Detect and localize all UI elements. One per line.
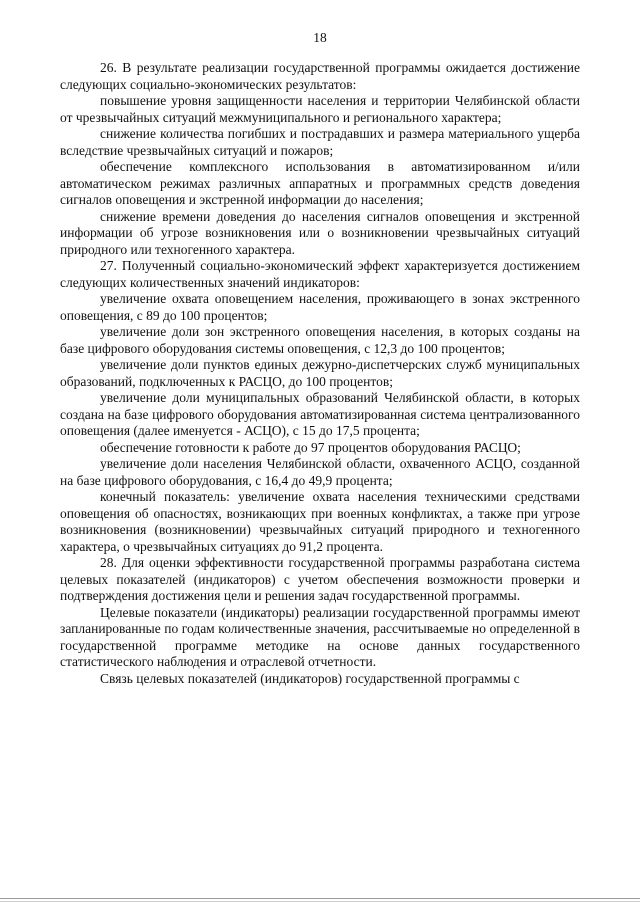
scan-edge-line [0,898,640,899]
page-number: 18 [313,30,327,45]
document-body [60,60,580,687]
list-item-readiness: обеспечение готовности к работе до 97 процентов оборудования РАСЦО; [100,439,521,455]
scan-edge-line-secondary [0,901,640,902]
paragraph-target-indicators: Целевые показатели (индикаторы) реализации государственной программы имеют запланированные по годам количественные значения, рассчитываемые но определенной в государственной программе методике на основе данных государственного статистического наблюдения и отраслевой отчетности. [60,604,580,669]
list-item-population-asco: увеличение доли населения Челябинской области, охваченного АСЦО, созданной на базе цифрового оборудования, с 16,4 до 49,9 процента; [60,456,580,488]
list-item-municipalities-asco: увеличение доли муниципальных образований Челябинской области, в которых создана на базе цифрового оборудования автоматизированная система централизованного оповещения (далее именуется - АСЦО), с 15 до 17,5 процента; [60,390,580,438]
paragraph-item-27: 27. Полученный социально-экономический эффект характеризуется достижением следующих количественных значений индикаторов: [60,258,580,290]
list-item-coverage: увеличение охвата оповещением населения, проживающего в зонах экстренного оповещения, с 89 до 100 процентов; [60,291,580,323]
list-item-integration: обеспечение комплексного использования в автоматизированном и/или автоматическом режимах различных аппаратных и программных средств доведения сигналов оповещения и экстренной информации до населения; [60,159,580,207]
list-item-protection: повышение уровня защищенности населения и территории Челябинской области от чрезвычайных ситуаций межмуниципального и регионального характера; [60,93,580,125]
list-item-casualties: снижение количества погибших и пострадавших и размера материального ущерба вследствие чрезвычайных ситуаций и пожаров; [60,126,580,158]
paragraph-item-28: 28. Для оценки эффективности государственной программы разработана система целевых показателей (индикаторов) с учетом обеспечения возможности проверки и подтверждения достижения цели и решения задач государственной программы. [60,555,580,603]
list-item-time-reduction: снижение времени доведения до населения сигналов оповещения и экстренной информации об угрозе возникновения или о возникновении чрезвычайных ситуаций природного или техногенного характера. [60,208,580,257]
list-item-dispatch-services: увеличение доли пунктов единых дежурно-диспетчерских служб муниципальных образований, подключенных к РАСЦО, до 100 процентов; [60,357,580,389]
paragraph-relation-start: Связь целевых показателей (индикаторов) государственной программы с [100,670,520,686]
list-item-final-indicator: конечный показатель: увеличение охвата населения техническими средствами оповещения об опасностях, возникающих при военных конфликтах, а также при угрозе возникновения (возникновении) чрезвычайных ситуаций природного и техногенного характера, о чрезвычайных ситуациях до 91,2 процента. [60,489,580,554]
list-item-digital-zones: увеличение доли зон экстренного оповещения населения, в которых созданы на базе цифрового оборудования системы оповещения, с 12,3 до 100 процентов; [60,324,580,356]
paragraph-item-26: 26. В результате реализации государственной программы ожидается достижение следующих социально-экономических результатов: [60,60,580,92]
